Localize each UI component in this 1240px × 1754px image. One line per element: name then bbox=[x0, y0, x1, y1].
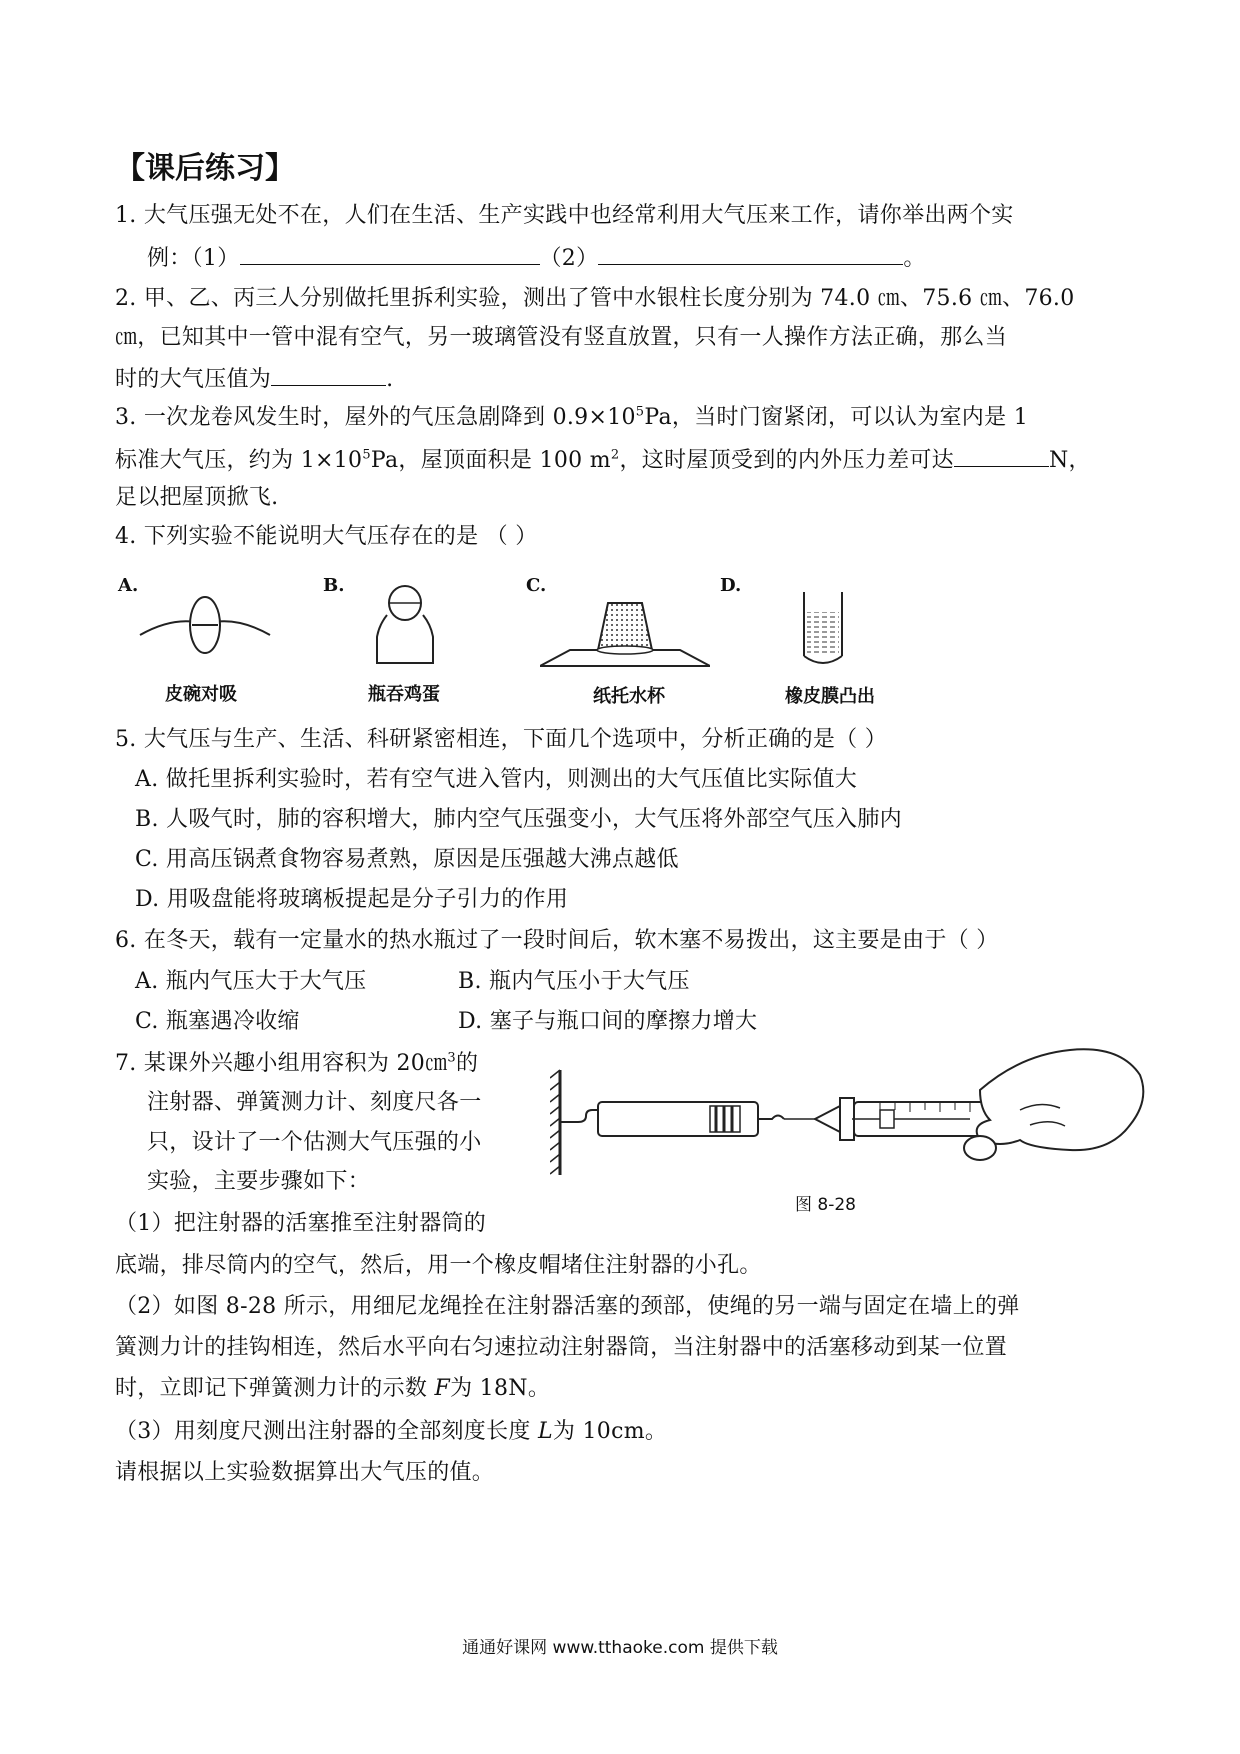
q4-option-c-letter: C. bbox=[526, 575, 547, 596]
q6-stem: 6. 在冬天，载有一定量水的热水瓶过了一段时间后，软木塞不易拨出，这主要是由于（ ） bbox=[115, 928, 999, 953]
q1-blank-2[interactable] bbox=[598, 242, 903, 265]
q1-prompt-a: 例：（1） bbox=[147, 246, 240, 271]
q6-option-b: B. 瓶内气压小于大气压 bbox=[458, 969, 690, 994]
q3-sup: 5 bbox=[635, 404, 645, 420]
q5-option-c: C. 用高压锅煮食物容易煮熟，原因是压强越大沸点越低 bbox=[135, 847, 679, 872]
q5-option-b: B. 人吸气时，肺的容积增大，肺内空气压强变小，大气压将外部空气压入肺内 bbox=[135, 807, 902, 832]
q3-line2 bbox=[115, 444, 1091, 475]
q4-option-b-letter: B. bbox=[323, 575, 345, 596]
q2-blank[interactable] bbox=[271, 363, 386, 386]
q4-option-c-caption: 纸托水杯 bbox=[593, 686, 665, 707]
q5-stem: 5. 大气压与生产、生活、科研紧密相连，下面几个选项中，分析正确的是（ ） bbox=[115, 727, 888, 752]
paper-cup-figure bbox=[540, 598, 710, 670]
q4-option-b-caption: 瓶吞鸡蛋 bbox=[368, 684, 440, 705]
q1-blank-1[interactable] bbox=[240, 242, 540, 265]
q7-line3: 只，设计了一个估测大气压强的小 bbox=[147, 1130, 482, 1155]
q7-text-a: 7. 某课外兴趣小组用容积为 20㎝ bbox=[115, 1051, 448, 1076]
q7-ask: 请根据以上实验数据算出大气压的值。 bbox=[115, 1460, 495, 1485]
q6-option-d: D. 塞子与瓶口间的摩擦力增大 bbox=[458, 1009, 758, 1034]
syringe-experiment-figure bbox=[550, 1040, 1150, 1180]
q2-line2: ㎝，已知其中一管中混有空气，另一玻璃管没有竖直放置，只有一人操作方法正确，那么当 bbox=[115, 325, 1008, 350]
q7-line2: 注射器、弹簧测力计、刻度尺各一 bbox=[147, 1090, 482, 1115]
q2-line1: 2. 甲、乙、丙三人分别做托里拆利实验，测出了管中水银柱长度分别为 74.0 ㎝、75.6 ㎝、76.0 bbox=[115, 286, 1075, 311]
page-footer: 通通好课网 www.tthaoke.com 提供下载 bbox=[462, 1638, 778, 1658]
q5-option-a: A. 做托里拆利实验时，若有空气进入管内，则测出的大气压值比实际值大 bbox=[135, 767, 858, 792]
q4-option-a-letter: A. bbox=[118, 575, 139, 596]
q7-step3-text-b: 为 10cm。 bbox=[552, 1419, 668, 1444]
q4-option-a-caption: 皮碗对吸 bbox=[165, 684, 237, 705]
q7-line1 bbox=[115, 1050, 478, 1078]
q3-text-e: ，这时屋顶受到的内外压力差可达 bbox=[619, 448, 954, 473]
figure-8-28-caption: 图 8-28 bbox=[795, 1195, 856, 1215]
q4-stem: 4. 下列实验不能说明大气压存在的是 （ ） bbox=[115, 524, 538, 549]
bottle-egg-figure bbox=[365, 585, 445, 667]
q7-step1-line1: （1）把注射器的活塞推至注射器筒的 bbox=[115, 1211, 487, 1236]
q4-option-d-letter: D. bbox=[720, 575, 742, 596]
membrane-tube-figure bbox=[798, 590, 848, 670]
q1-line1: 1. 大气压强无处不在，人们在生活、生产实践中也经常利用大气压来工作，请你举出两个实 bbox=[115, 203, 1014, 228]
suction-cups-figure bbox=[135, 590, 275, 660]
q3-line3: 足以把屋顶掀飞. bbox=[115, 485, 279, 510]
q5-option-d: D. 用吸盘能将玻璃板提起是分子引力的作用 bbox=[135, 887, 569, 912]
section-title: 【课后练习】 bbox=[115, 151, 295, 186]
q3-text-b: Pa，当时门窗紧闭，可以认为室内是 1 bbox=[644, 405, 1028, 430]
q3-blank[interactable] bbox=[954, 444, 1049, 467]
q1-end: 。 bbox=[903, 246, 926, 271]
q1-line2 bbox=[147, 242, 926, 273]
q7-step3-text-a: （3）用刻度尺测出注射器的全部刻度长度 bbox=[115, 1419, 538, 1444]
q2-line3 bbox=[115, 363, 393, 394]
q6-option-a: A. 瓶内气压大于大气压 bbox=[135, 969, 367, 994]
q7-step2-line3 bbox=[115, 1375, 550, 1403]
q3-line1 bbox=[115, 404, 1028, 432]
q7-step2-line1: （2）如图 8-28 所示，用细尼龙绳拴在注射器活塞的颈部，使绳的另一端与固定在墙上的弹 bbox=[115, 1294, 1020, 1319]
q7-var-l: L bbox=[538, 1419, 553, 1444]
q7-sup: 3 bbox=[447, 1050, 456, 1066]
q7-line4: 实验，主要步骤如下： bbox=[147, 1169, 371, 1194]
q3-sup-2: 5 bbox=[362, 447, 371, 463]
q3-text-a: 3. 一次龙卷风发生时，屋外的气压急剧降到 0.9×10 bbox=[115, 405, 636, 430]
q1-prompt-b: （2） bbox=[539, 246, 599, 271]
q4-option-d-caption: 橡皮膜凸出 bbox=[785, 686, 875, 707]
q3-text-f: N， bbox=[1048, 448, 1091, 473]
q7-step2-text-b: 为 18N。 bbox=[450, 1376, 551, 1401]
q7-step3 bbox=[115, 1418, 667, 1446]
q7-text-b: 的 bbox=[455, 1051, 479, 1076]
q2-end: . bbox=[386, 367, 394, 392]
q6-option-c: C. 瓶塞遇冷收缩 bbox=[135, 1009, 300, 1034]
q2-prompt: 时的大气压值为 bbox=[115, 367, 272, 392]
q3-text-c: 标准大气压，约为 1×10 bbox=[115, 448, 363, 473]
q3-sup-3: 2 bbox=[610, 447, 620, 463]
q7-step2-line2: 簧测力计的挂钩相连，然后水平向右匀速拉动注射器筒，当注射器中的活塞移动到某一位置 bbox=[115, 1335, 1008, 1360]
q3-text-d: Pa，屋顶面积是 100 m bbox=[370, 448, 611, 473]
q7-step2-text-a: 时，立即记下弹簧测力计的示数 bbox=[115, 1376, 435, 1401]
q7-var-f: F bbox=[434, 1376, 451, 1401]
q7-step1-line2: 底端，排尽筒内的空气，然后，用一个橡皮帽堵住注射器的小孔。 bbox=[115, 1253, 762, 1278]
